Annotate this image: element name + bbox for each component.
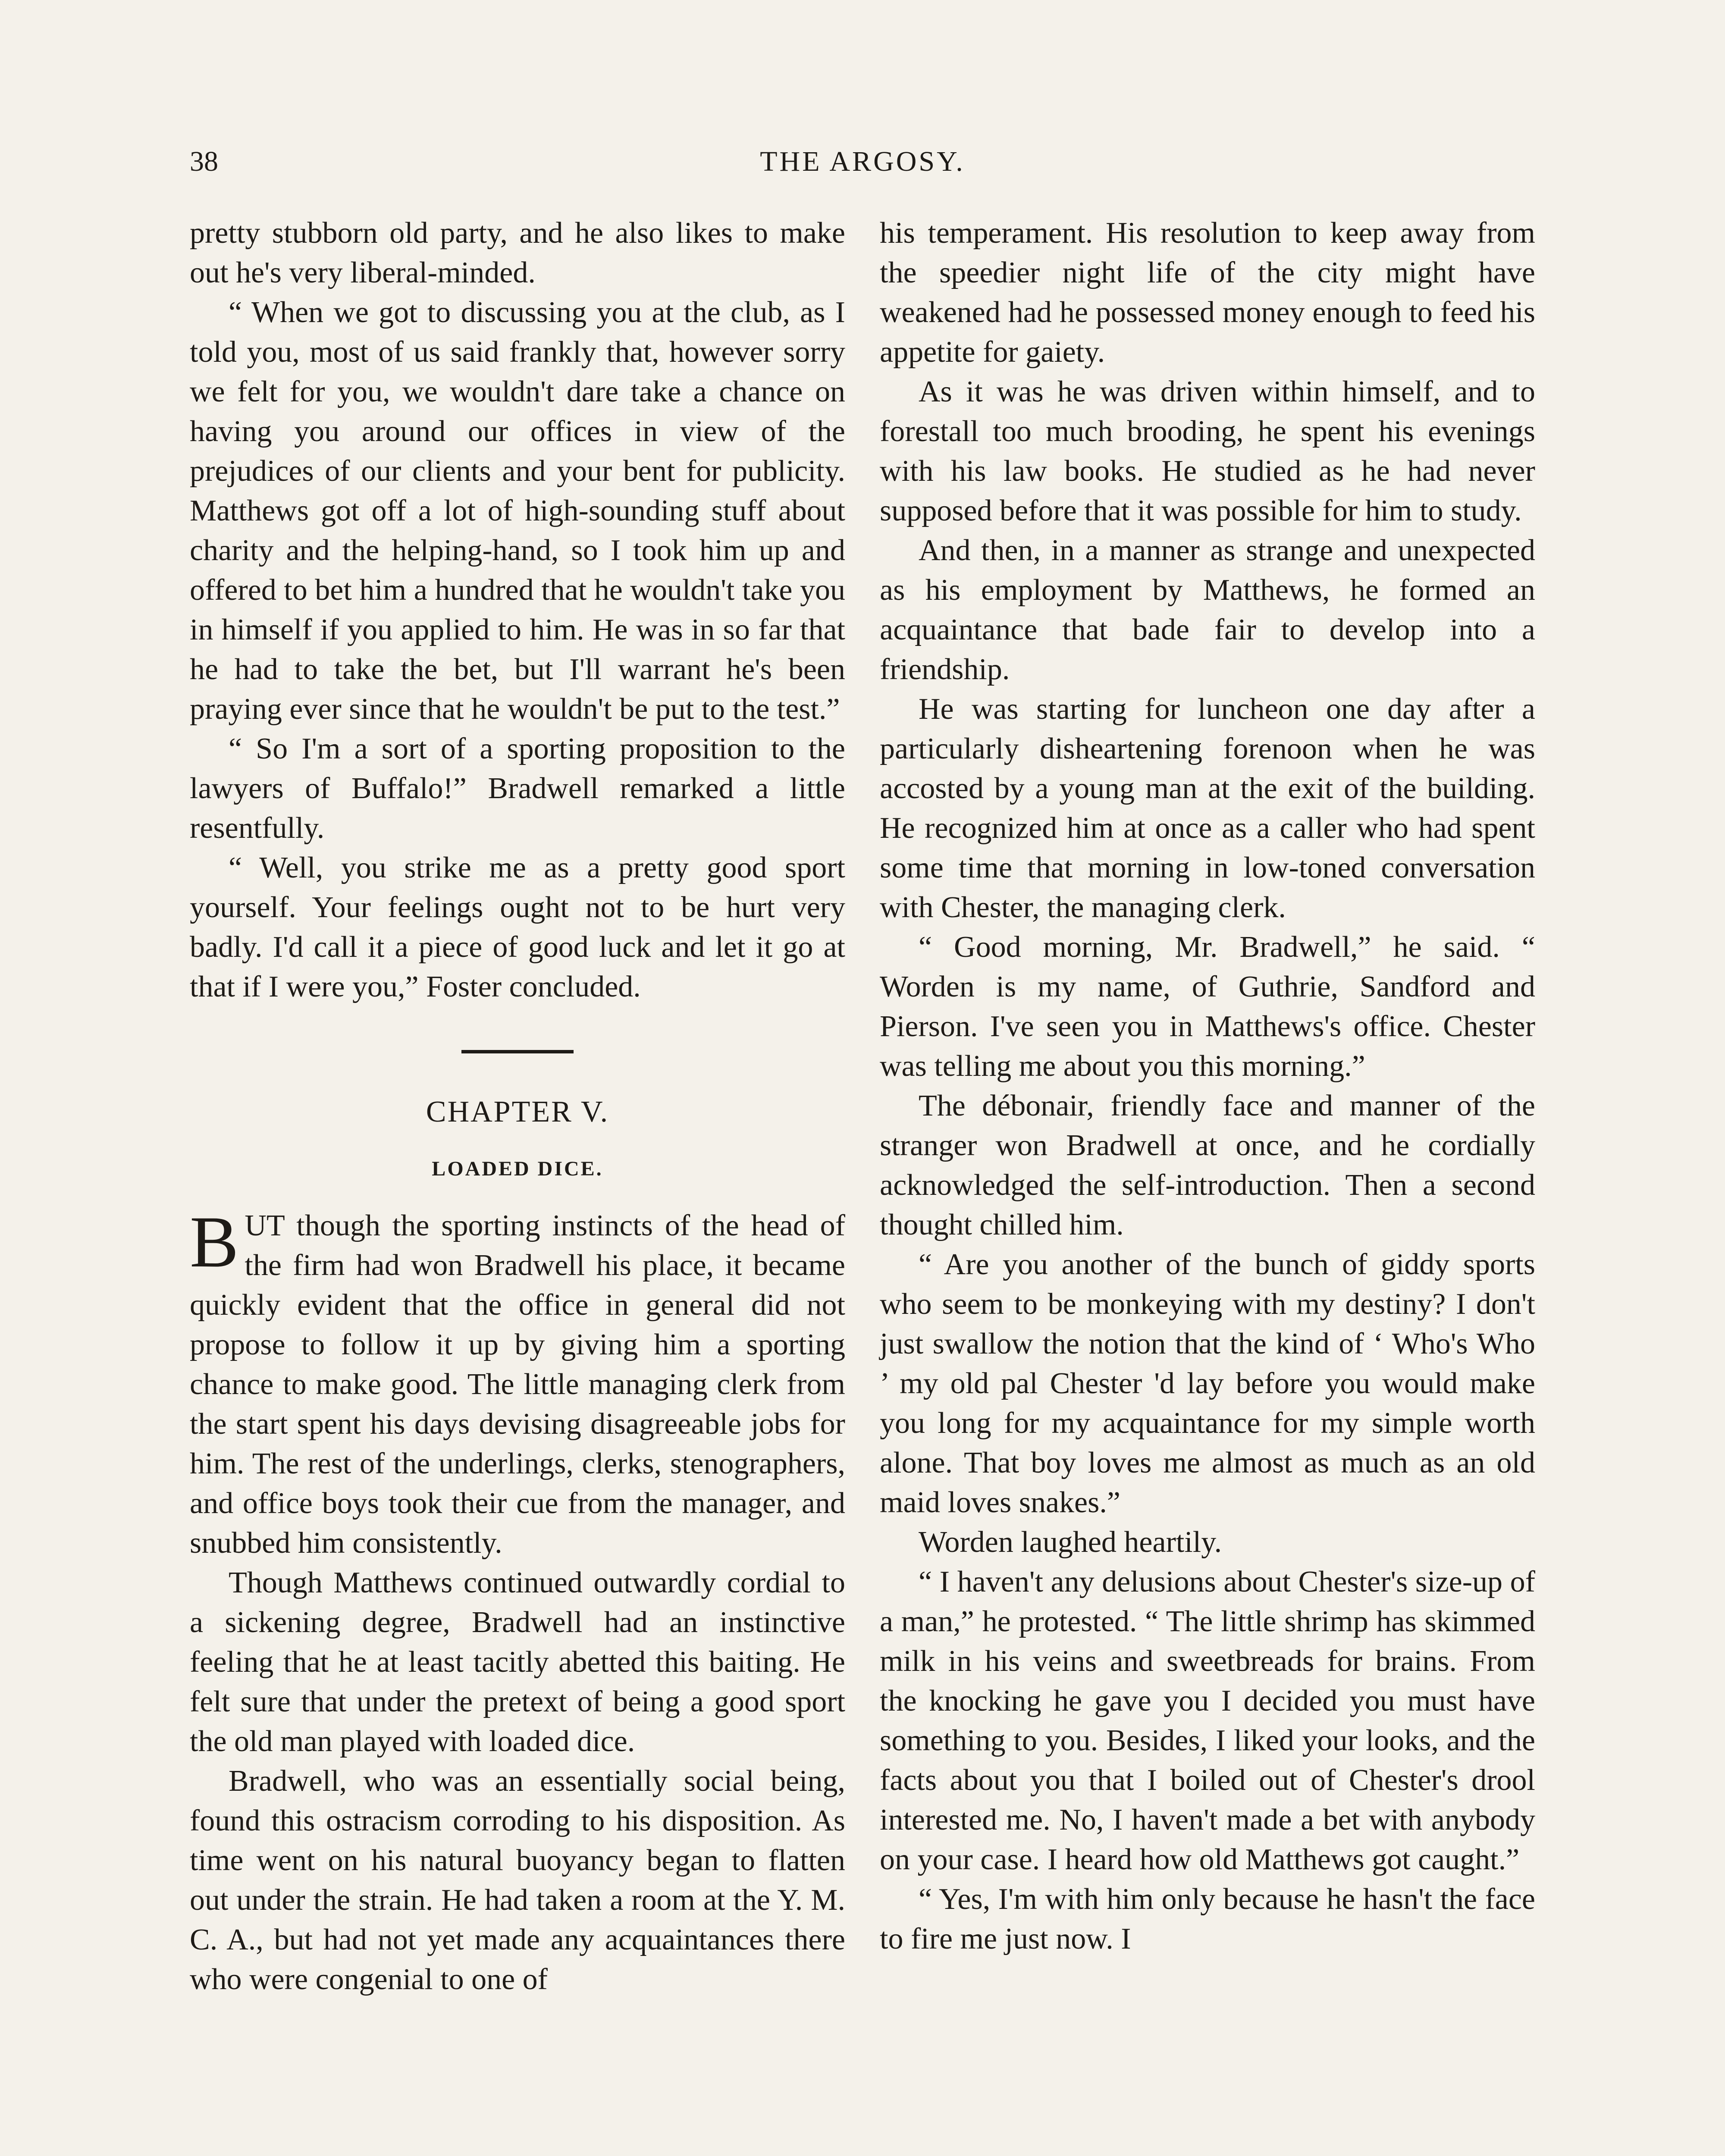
left-column: [190, 213, 845, 1999]
paragraph: “ Yes, I'm with him only because he hasn't the face to fire me just now. I: [880, 1883, 1535, 1955]
paragraph: He was starting for luncheon one day after a particularly disheartening forenoon when he was accosted by a young man at the exit of the building. He recognized him at once as a caller who had spent some time that morning in low-toned conversation with Chester, the managing clerk.: [880, 693, 1535, 924]
paragraph: Bradwell, who was an essentially social being, found this ostracism corroding to his disposition. As time went on his natural buoyancy began to flatten out under the strain. He had taken a room at the Y. M. C. A., but had not yet made any acquaintances there who were congenial to one of: [190, 1764, 845, 1996]
opening-paragraph: [190, 1201, 845, 1563]
page-number: 38: [190, 146, 218, 177]
paragraph: “ When we got to discussing you at the club, as I told you, most of us said frankly that, however sorry we felt for you, we wouldn't dare take a chance on having you around our offices in view of the prejudices of our clients and your bent for publicity. Matthews got off a lot of high-sounding stuff about charity and the helping-hand, so I took him up and offered to bet him a hundred that he wouldn't take you in himself if you applied to him. He was in so far that he had to take the bet, but I'll warrant he's been praying ever since that he wouldn't be put to the test.”: [190, 296, 845, 726]
right-column: [880, 213, 1535, 1959]
chapter-title: CHAPTER V.: [426, 1095, 609, 1128]
paragraph: “ So I'm a sort of a sporting proposition to the lawyers of Buffalo!” Bradwell remarked a little resentfully.: [190, 732, 845, 845]
paragraph: “ I haven't any delusions about Chester's size-up of a man,” he protested. “ The little shrimp has skimmed milk in his veins and sweetbreads for brains. From the knocking he gave you I decided you must have something to you. Besides, I liked your looks, and the facts about you that I boiled out of Chester's drool interested me. No, I haven't made a bet with anybody on your case. I heard how old Matthews got caught.”: [880, 1565, 1535, 1876]
paragraph: his temperament. His resolution to keep away from the speedier night life of the city might have weakened had he possessed money enough to feed his appetite for gaiety.: [880, 216, 1535, 369]
paragraph: “ Are you another of the bunch of giddy sports who seem to be monkeying with my destiny? I don't just swallow the notion that the kind of ‘ Who's Who ’ my old pal Chester 'd lay before you would make you long for my acquaintance for my simple worth alone. That boy loves me almost as much as an old maid loves snakes.”: [880, 1248, 1535, 1519]
paragraph: As it was he was driven within himself, and to forestall too much brooding, he spent his evenings with his law books. He studied as he had never supposed before that it was possible for him to study.: [880, 375, 1535, 527]
opening-paragraph-text: UT though the sporting instincts of the head of the firm had won Bradwell his place, it became quickly evident that the office in general did not propose to follow it up by giving him a sporting chance to make good. The little managing clerk from the start spent his days devising disagreeable jobs for him. The rest of the underlings, clerks, stenographers, and office boys took their cue from the manager, and snubbed him consistently.: [190, 1209, 845, 1560]
paragraph: pretty stubborn old party, and he also likes to make out he's very liberal-minded.: [190, 216, 845, 289]
paragraph: The débonair, friendly face and manner of the stranger won Bradwell at once, and he cordially acknowledged the self-introduction. Then a second thought chilled him.: [880, 1089, 1535, 1241]
drop-cap: B: [190, 1201, 239, 1282]
paragraph: Though Matthews continued outwardly cordial to a sickening degree, Bradwell had an instinctive feeling that he at least tacitly abetted this baiting. He felt sure that under the pretext of being a good sport the old man played with loaded dice.: [190, 1566, 845, 1758]
chapter-subtitle: LOADED DICE.: [432, 1157, 603, 1180]
section-divider: [461, 1050, 574, 1053]
paragraph: Worden laughed heartily.: [919, 1526, 1222, 1559]
running-head: [190, 142, 1535, 181]
paragraph: “ Good morning, Mr. Bradwell,” he said. “ Worden is my name, of Guthrie, Sandford and Pierson. I've seen you in Matthews's office. Chester was telling me about you this morning.”: [880, 931, 1535, 1083]
paragraph: “ Well, you strike me as a pretty good sport yourself. Your feelings ought not to be hurt very badly. I'd call it a piece of good luck and let it go at that if I were you,” Foster concluded.: [190, 851, 845, 1003]
paragraph: And then, in a manner as strange and unexpected as his employment by Matthews, he formed an acquaintance that bade fair to develop into a friendship.: [880, 534, 1535, 686]
magazine-title: THE ARGOSY.: [760, 146, 965, 177]
